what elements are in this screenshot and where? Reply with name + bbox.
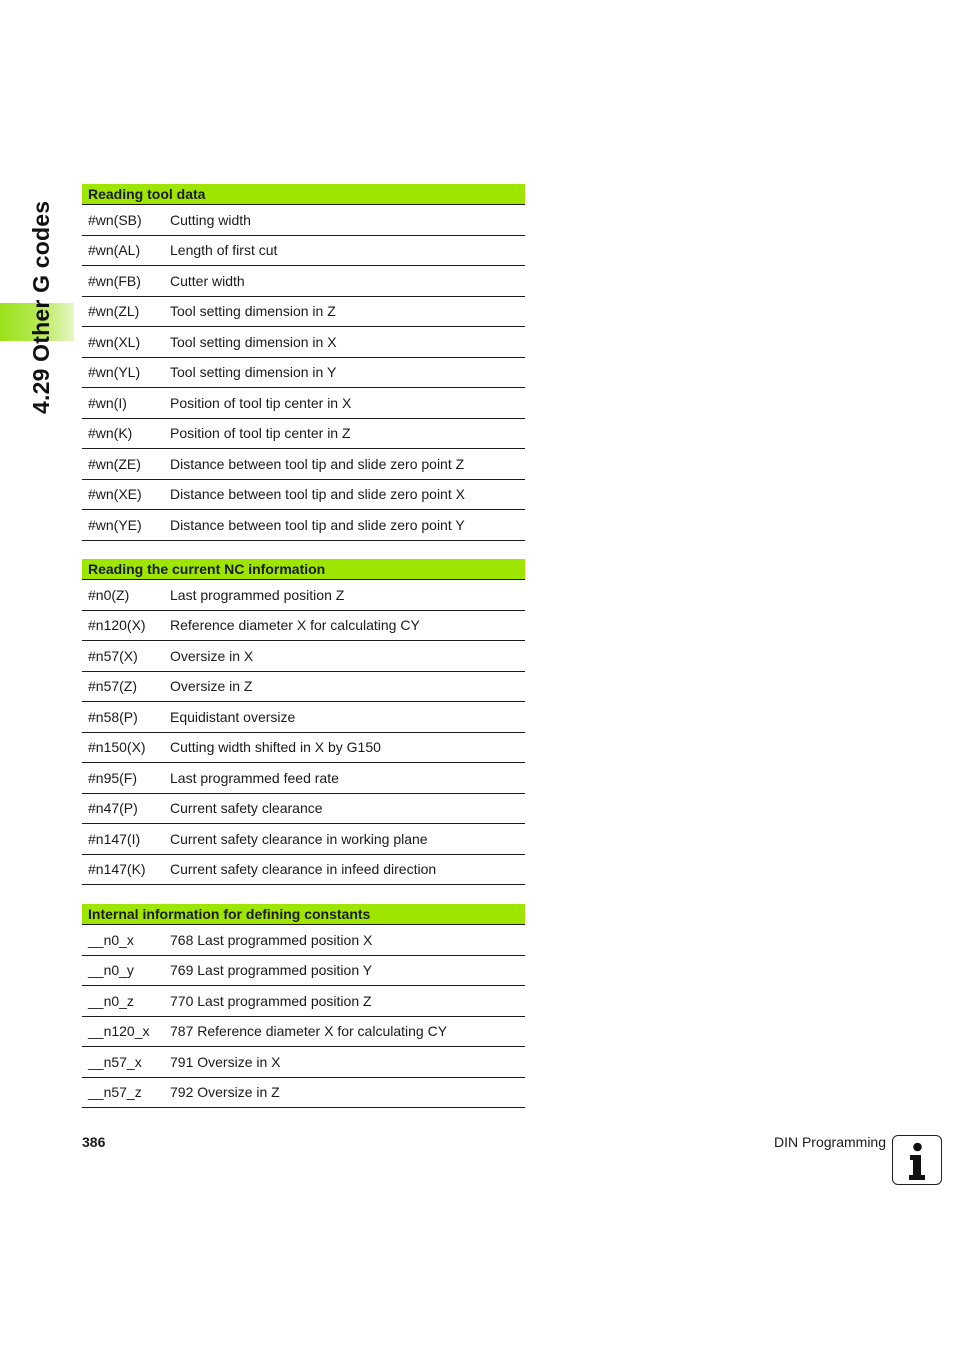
table-header: Reading the current NC information	[82, 559, 525, 580]
chapter-title: 4.29 Other G codes	[28, 200, 54, 414]
row-description: Oversize in Z	[164, 671, 525, 702]
table-row	[82, 702, 525, 733]
row-code: #wn(FB)	[82, 266, 164, 297]
table-row	[82, 793, 525, 824]
row-description: Cutting width shifted in X by G150	[164, 732, 525, 763]
row-description: Oversize in X	[164, 641, 525, 672]
row-description: 769 Last programmed position Y	[164, 955, 525, 986]
table-header: Reading tool data	[82, 184, 525, 205]
row-description: Position of tool tip center in X	[164, 388, 525, 419]
table-row	[82, 479, 525, 510]
row-code: #n57(Z)	[82, 671, 164, 702]
row-code: #wn(ZE)	[82, 449, 164, 480]
table-row	[82, 986, 525, 1017]
row-code: #n47(P)	[82, 793, 164, 824]
row-description: Position of tool tip center in Z	[164, 418, 525, 449]
page-number: 386	[82, 1134, 106, 1150]
row-description: 792 Oversize in Z	[164, 1077, 525, 1108]
table-row	[82, 641, 525, 672]
row-code: #wn(K)	[82, 418, 164, 449]
table-row	[82, 296, 525, 327]
row-description: Reference diameter X for calculating CY	[164, 610, 525, 641]
row-code: #n147(I)	[82, 824, 164, 855]
row-code: __n57_z	[82, 1077, 164, 1108]
row-code: __n0_y	[82, 955, 164, 986]
row-description: Last programmed position Z	[164, 580, 525, 611]
row-description: 770 Last programmed position Z	[164, 986, 525, 1017]
table-row	[82, 357, 525, 388]
table-row	[82, 955, 525, 986]
row-description: Tool setting dimension in Y	[164, 357, 525, 388]
row-description: Last programmed feed rate	[164, 763, 525, 794]
table-current-nc-info	[82, 559, 525, 885]
row-code: #n0(Z)	[82, 580, 164, 611]
row-code: #n150(X)	[82, 732, 164, 763]
table-row	[82, 1077, 525, 1108]
table-header: Internal information for defining constants	[82, 904, 525, 925]
table-row	[82, 449, 525, 480]
table-row	[82, 205, 525, 236]
row-code: __n0_x	[82, 925, 164, 956]
row-description: Cutting width	[164, 205, 525, 236]
footer-section-title: DIN Programming	[773, 1134, 886, 1150]
row-code: #wn(YL)	[82, 357, 164, 388]
row-code: __n0_z	[82, 986, 164, 1017]
row-description: Distance between tool tip and slide zero point Z	[164, 449, 525, 480]
table-row	[82, 1047, 525, 1078]
row-code: __n120_x	[82, 1016, 164, 1047]
row-code: #wn(I)	[82, 388, 164, 419]
row-description: Current safety clearance in working plane	[164, 824, 525, 855]
row-code: #n58(P)	[82, 702, 164, 733]
row-code: #n120(X)	[82, 610, 164, 641]
row-description: 791 Oversize in X	[164, 1047, 525, 1078]
table-row	[82, 763, 525, 794]
row-code: #wn(XL)	[82, 327, 164, 358]
row-code: #wn(XE)	[82, 479, 164, 510]
row-description: Equidistant oversize	[164, 702, 525, 733]
row-description: Tool setting dimension in Z	[164, 296, 525, 327]
row-code: #wn(ZL)	[82, 296, 164, 327]
row-description: Length of first cut	[164, 235, 525, 266]
row-description: Distance between tool tip and slide zero point X	[164, 479, 525, 510]
row-description: Current safety clearance	[164, 793, 525, 824]
row-code: #n95(F)	[82, 763, 164, 794]
row-code: #n147(K)	[82, 854, 164, 885]
table-row	[82, 266, 525, 297]
table-row	[82, 671, 525, 702]
row-code: #wn(SB)	[82, 205, 164, 236]
table-row	[82, 510, 525, 541]
table-row	[82, 1016, 525, 1047]
table-row	[82, 732, 525, 763]
table-internal-constants	[82, 904, 525, 1108]
row-description: Current safety clearance in infeed direction	[164, 854, 525, 885]
row-description: 787 Reference diameter X for calculating CY	[164, 1016, 525, 1047]
table-row	[82, 235, 525, 266]
row-description: Tool setting dimension in X	[164, 327, 525, 358]
table-row	[82, 925, 525, 956]
row-code: __n57_x	[82, 1047, 164, 1078]
table-row	[82, 418, 525, 449]
table-row	[82, 388, 525, 419]
row-code: #wn(AL)	[82, 235, 164, 266]
table-row	[82, 610, 525, 641]
table-row	[82, 824, 525, 855]
table-reading-tool-data	[82, 184, 525, 541]
row-description: Cutter width	[164, 266, 525, 297]
info-icon	[892, 1135, 942, 1185]
table-row	[82, 854, 525, 885]
row-code: #n57(X)	[82, 641, 164, 672]
table-row	[82, 580, 525, 611]
row-code: #wn(YE)	[82, 510, 164, 541]
row-description: Distance between tool tip and slide zero point Y	[164, 510, 525, 541]
table-row	[82, 327, 525, 358]
row-description: 768 Last programmed position X	[164, 925, 525, 956]
